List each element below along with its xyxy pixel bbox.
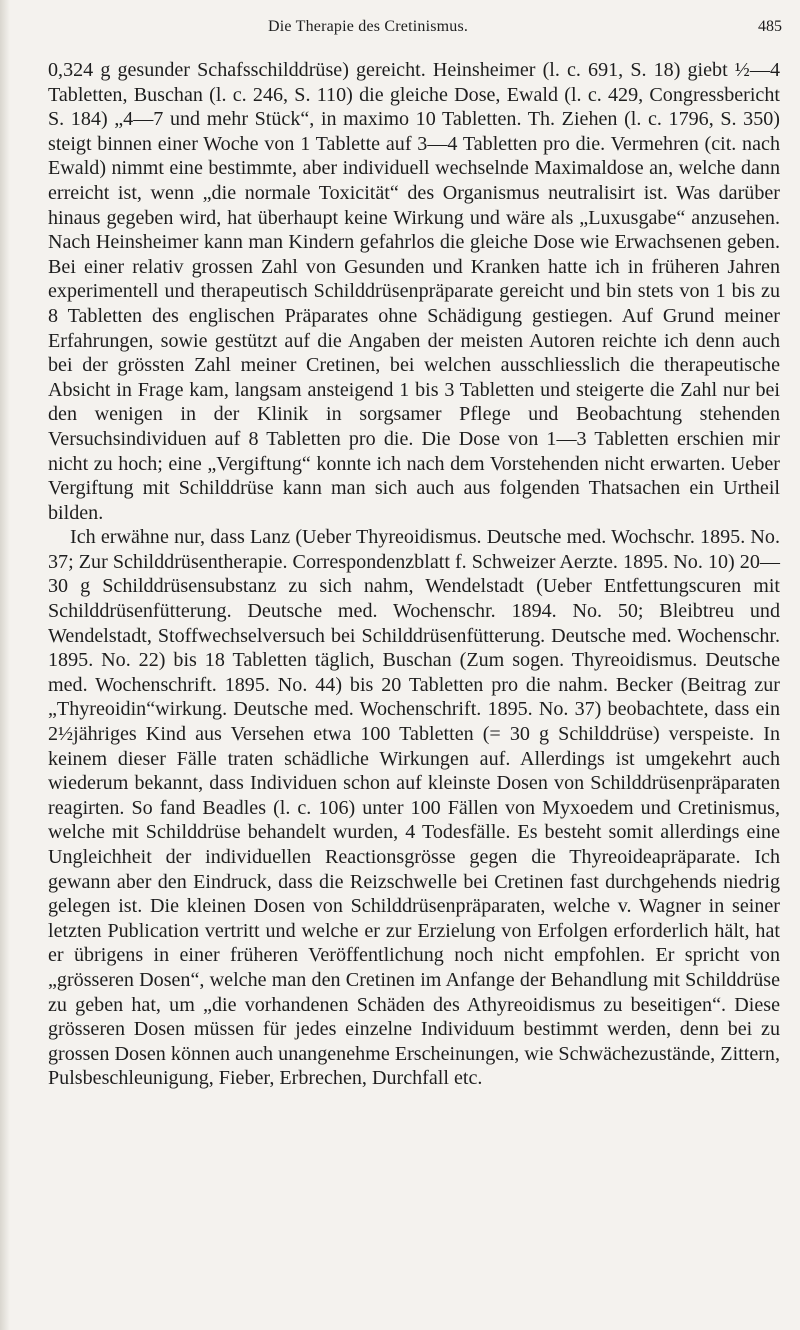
paragraph-poisoning-cases: Ich erwähne nur, dass Lanz (Ueber Thyreoidismus. Deutsche med. Wochschr. 1895. No. 37; Zur Schilddrüsentherapie. Correspondenzblatt f. Schweizer Aerzte. 1895. No. 10) 20—30 g Schilddrüsensubstanz zu sich nahm, Wendelstadt (Ueber Entfettungscuren mit Schilddrüsenfütterung. Deutsche med. Wochenschr. 1894. No. 50; Bleibtreu und Wendelstadt, Stoffwechselversuch bei Schilddrüsenfütterung. Deutsche med. Wochenschr. 1895. No. 22) bis 18 Tabletten täglich, Buschan (Zum sogen. Thyreoidismus. Deutsche med. Wochenschrift. 1895. No. 44) bis 20 Tabletten pro die nahm. Becker (Beitrag zur „Thyreoidin“wirkung. Deutsche med. Wochenschrift. 1895. No. 37) beobachtete, dass ein 2½jähriges Kind aus Versehen etwa 100 Tabletten (= 30 g Schilddrüse) verspeiste. In keinem dieser Fälle traten schädliche Wirkungen auf. Allerdings ist umgekehrt auch wiederum bekannt, dass Individuen schon auf kleinste Dosen von Schilddrüsenpräparaten reagirten. So fand Beadles (l. c. 106) unter 100 Fällen von Myxoedem und Cretinismus, welche mit Schilddrüse behandelt wurden, 4 Todesfälle. Es besteht somit allerdings eine Ungleichheit der individuellen Reactionsgrösse gegen die Thyreoideapräparate. Ich gewann aber den Eindruck, dass die Reizschwelle bei Cretinen fast durchgehends niedrig gelegen ist. Die kleinen Dosen von Schilddrüsenpräparaten, welche v. Wagner in seiner letzten Publication vertritt und welche er zur Erzielung von Erfolgen erforderlich hält, hat er übrigens in einer früheren Veröffentlichung noch nicht empfohlen. Er spricht von „grösseren Dosen“, welche man den Cretinen im Anfange der Behandlung mit Schilddrüse zu geben hat, um „die vorhandenen Schäden des Athyreoidismus zu beseitigen“. Diese grösseren Dosen müssen für jedes einzelne Individuum bestimmt werden, denn bei zu grossen Dosen können auch unangenehme Erscheinungen, wie Schwächezustände, Zittern, Pulsbeschleunigung, Fieber, Erbrechen, Durchfall etc. xyxy=(48,526,780,1090)
page-number: 485 xyxy=(758,18,782,35)
page-edge-shadow xyxy=(0,0,10,1330)
body-text xyxy=(48,58,780,1091)
paragraph-dosage-reports: 0,324 g gesunder Schafsschilddrüse) gereicht. Heinsheimer (l. c. 691, S. 18) giebt ½—4 Tabletten, Buschan (l. c. 246, S. 110) die gleiche Dose, Ewald (l. c. 429, Congressbericht S. 184) „4—7 und mehr Stück“, in maximo 10 Tabletten. Th. Ziehen (l. c. 1796, S. 350) steigt binnen einer Woche von 1 Tablette auf 3—4 Tabletten pro die. Vermehren (cit. nach Ewald) nimmt eine bestimmte, aber individuell wechselnde Maximaldose an, welche dann erreicht ist, wenn „die normale Toxicität“ des Organismus neutralisirt ist. Was darüber hinaus gegeben wird, hat überhaupt keine Wirkung und wäre als „Luxusgabe“ anzusehen. Nach Heinsheimer kann man Kindern gefahrlos die gleiche Dose wie Erwachsenen geben. Bei einer relativ grossen Zahl von Gesunden und Kranken hatte ich in früheren Jahren experimentell und therapeutisch Schilddrüsenpräparate gereicht und bin stets von 1 bis zu 8 Tabletten des englischen Präparates ohne Schädigung gestiegen. Auf Grund meiner Erfahrungen, sowie gestützt auf die Angaben der meisten Autoren reichte ich denn auch bei der grössten Zahl meiner Cretinen, bei welchen ausschliesslich die therapeutische Absicht in Frage kam, langsam ansteigend 1 bis 3 Tabletten und steigerte die Zahl nur bei den wenigen in der Klinik in sorgsamer Pflege und Beobachtung stehenden Versuchsindividuen auf 8 Tabletten pro die. Die Dose von 1—3 Tabletten erschien mir nicht zu hoch; eine „Vergiftung“ konnte ich nach dem Vorstehenden nicht erwarten. Ueber Vergiftung mit Schilddrüse kann man sich auch aus folgenden Thatsachen ein Urtheil bilden. xyxy=(48,59,780,524)
page-header xyxy=(20,12,790,42)
running-title: Die Therapie des Cretinismus. xyxy=(268,18,469,35)
